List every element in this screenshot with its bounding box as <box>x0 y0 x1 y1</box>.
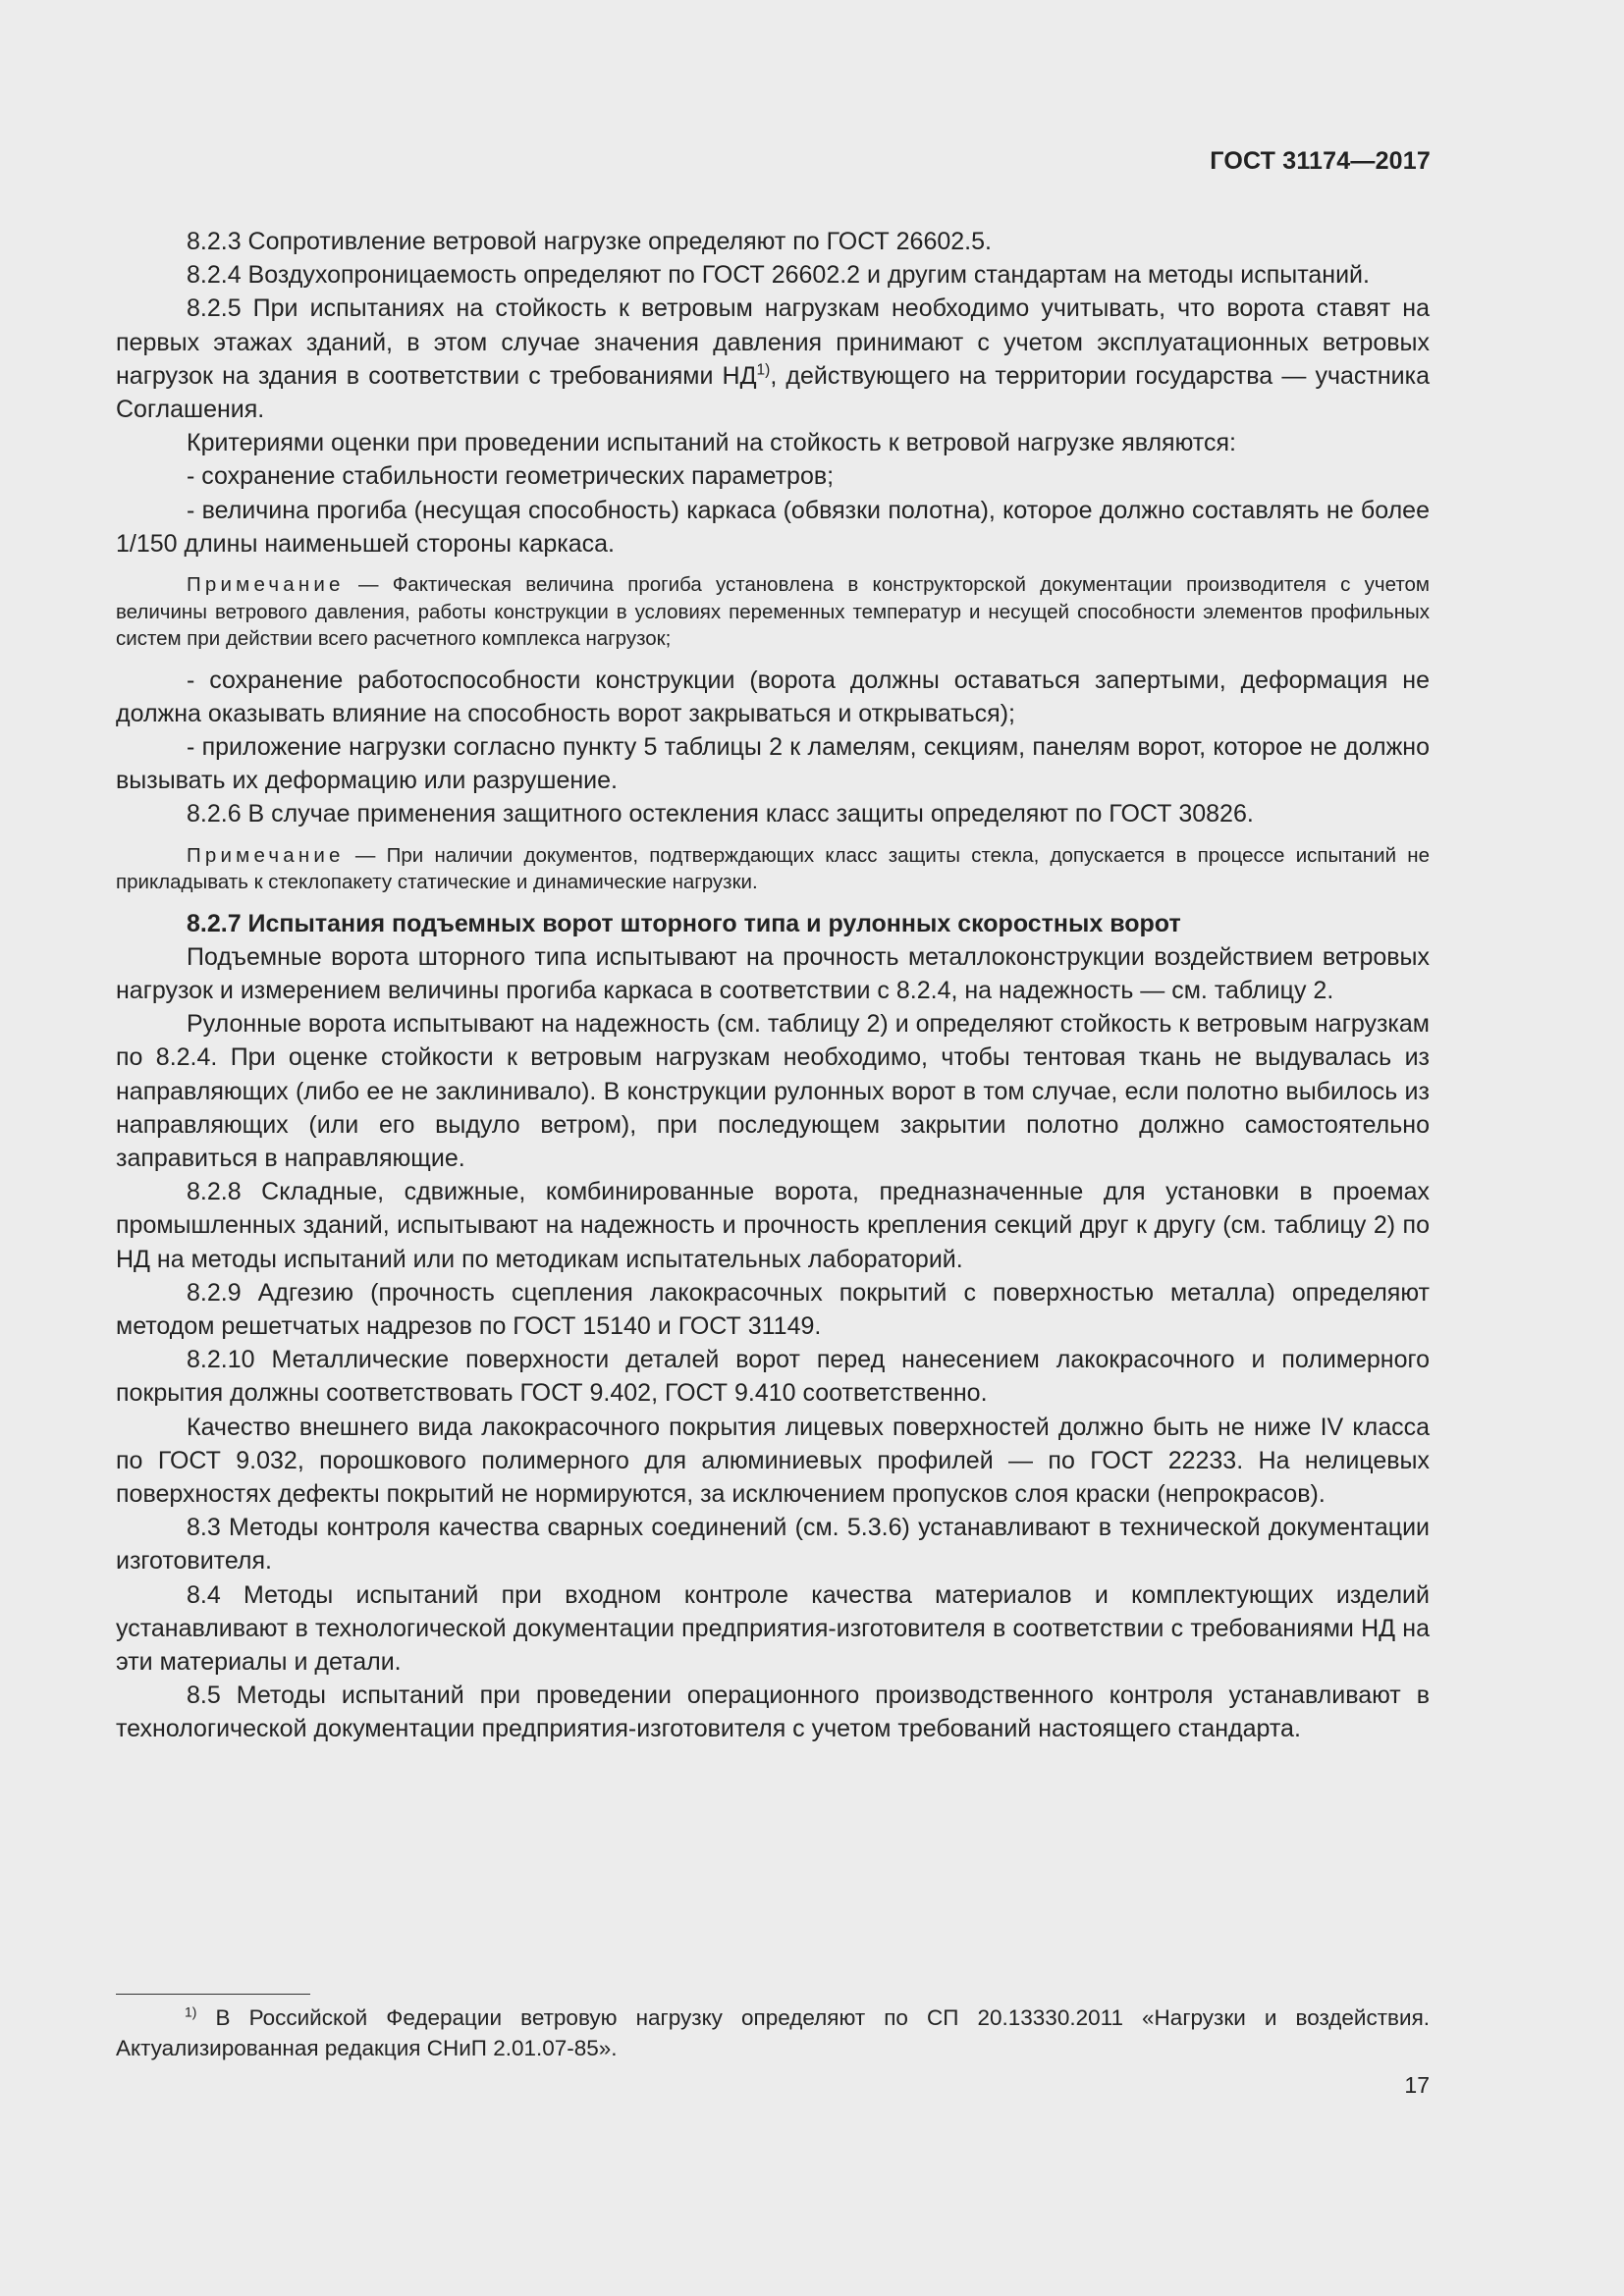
footnote-text: В Российской Федерации ветровую нагрузку определяют по СП 20.13330.2011 «Нагрузки и воздействия. Актуализированная редакция СНиП 2.01.07-85». <box>116 2005 1430 2060</box>
footnote <box>116 2002 1430 2063</box>
paragraph-8-2-9: 8.2.9 Адгезию (прочность сцепления лакокрасочных покрытий с поверхностью металла) определяют методом решетчатых надрезов по ГОСТ 15140 и ГОСТ 31149. <box>116 1278 1430 1340</box>
footnote-reference: 1) <box>756 361 771 379</box>
paragraph-8-2-5 <box>116 292 1430 426</box>
paragraph-roller-gates: Рулонные ворота испытывают на надежность (см. таблицу 2) и определяют стойкость к ветровым нагрузкам по 8.2.4. При оценке стойкости к ветровым нагрузкам необходимо, чтобы тентовая ткань не выдувалась из направляющих (либо ее не заклинивало). В конструкции рулонных ворот в том случае, если полотно выбилось из направляющих (или его выдуло ветром), при последующем закрытии полотно должно самостоятельно заправиться в направляющие. <box>116 1010 1430 1172</box>
paragraph-8-2-4: 8.2.4 Воздухопроницаемость определяют по ГОСТ 26602.2 и другим стандартам на методы испытаний. <box>187 261 1370 290</box>
note-text: — При наличии документов, подтверждающих класс защиты стекла, допускается в процессе испытаний не прикладывать к стеклопакету статические и динамические нагрузки. <box>116 843 1430 894</box>
paragraph-8-2-3: 8.2.3 Сопротивление ветровой нагрузке определяют по ГОСТ 26602.5. <box>187 228 992 255</box>
criteria-item-operability: - сохранение работоспособности конструкции (ворота должны оставаться запертыми, деформация не должна оказывать влияние на способность ворот закрываться и открываться); <box>116 666 1430 727</box>
note-deflection <box>116 571 1430 653</box>
criteria-item-deflection: - величина прогиба (несущая способность) каркаса (обвязки полотна), которое должно составлять не более 1/150 длины наименьшей стороны каркаса. <box>116 496 1430 558</box>
paragraph-8-2-5-continuation: , действующего на территории государства — участника Соглашения. <box>116 361 1430 424</box>
note-glass-protection <box>116 842 1430 896</box>
paragraph-8-2-6: 8.2.6 В случае применения защитного остекления класс защиты определяют по ГОСТ 30826. <box>187 800 1254 828</box>
note-label: Примечание <box>187 573 345 597</box>
paragraph-coating-quality: Качество внешнего вида лакокрасочного покрытия лицевых поверхностей должно быть не ниже IV класса по ГОСТ 9.032, порошкового полимерного для алюминиевых профилей — по ГОСТ 22233. На нелицевых поверхностях дефекты покрытий не нормируются, за исключением пропусков слоя краски (непрокрасов). <box>116 1413 1430 1508</box>
document-code-header: ГОСТ 31174—2017 <box>1210 147 1431 175</box>
note-text: — Фактическая величина прогиба установлена в конструкторской документации производителя с учетом величины ветрового давления, работы конструкции в условиях переменных температур и несущей способности элементов профильных систем при действии всего расчетного комплекса нагрузок; <box>116 573 1430 651</box>
paragraph-8-4: 8.4 Методы испытаний при входном контроле качества материалов и комплектующих изделий устанавливают в технологической документации предприятия-изготовителя в соответствии с требованиями НД на эти материалы и детали. <box>116 1580 1430 1677</box>
note-label: Примечание <box>187 843 345 867</box>
paragraph-8-3: 8.3 Методы контроля качества сварных соединений (см. 5.3.6) устанавливают в технической документации изготовителя. <box>116 1514 1430 1575</box>
paragraph-8-5: 8.5 Методы испытаний при проведении операционного производственного контроля устанавливают в технологической документации предприятия-изготовителя с учетом требований настоящего стандарта. <box>116 1682 1430 1743</box>
criteria-item-load-application: - приложение нагрузки согласно пункту 5 таблицы 2 к ламелям, секциям, панелям ворот, которое не должно вызывать их деформацию или разрушение. <box>116 732 1430 795</box>
page-number: 17 <box>1404 2072 1430 2098</box>
footnote-separator <box>116 1994 310 1995</box>
paragraph-8-2-10: 8.2.10 Металлические поверхности деталей ворот перед нанесением лакокрасочного и полимерного покрытия должны соответствовать ГОСТ 9.402, ГОСТ 9.410 соответственно. <box>116 1346 1430 1408</box>
section-heading-8-2-7: 8.2.7 Испытания подъемных ворот шторного типа и рулонных скоростных ворот <box>187 909 1181 937</box>
paragraph-8-2-8: 8.2.8 Складные, сдвижные, комбинированные ворота, предназначенные для установки в проемах промышленных зданий, испытывают на надежность и прочность крепления секций друг к другу (см. таблицу 2) по НД на методы испытаний или по методикам испытательных лабораторий. <box>116 1178 1430 1273</box>
main-text <box>116 225 1430 1746</box>
criteria-intro: Критериями оценки при проведении испытаний на стойкость к ветровой нагрузке являются: <box>187 429 1236 457</box>
criteria-item-geometry: - сохранение стабильности геометрических параметров; <box>187 462 835 491</box>
paragraph-shutter-gates: Подъемные ворота шторного типа испытывают на прочность металлоконструкции воздействием ветровых нагрузок и измерением величины прогиба каркаса в соответствии с 8.2.4, на надежность — см. таблицу 2. <box>116 942 1430 1004</box>
paragraph-8-2-5-text: 8.2.5 При испытаниях на стойкость к ветровым нагрузкам необходимо учитывать, что ворота ставят на первых этажах зданий, в этом случае значения давления принимают с учетом эксплуатационных ветровых нагрузок на здания в соответствии с требованиями НД <box>116 294 1430 390</box>
footnote-marker: 1) <box>185 2003 197 2020</box>
